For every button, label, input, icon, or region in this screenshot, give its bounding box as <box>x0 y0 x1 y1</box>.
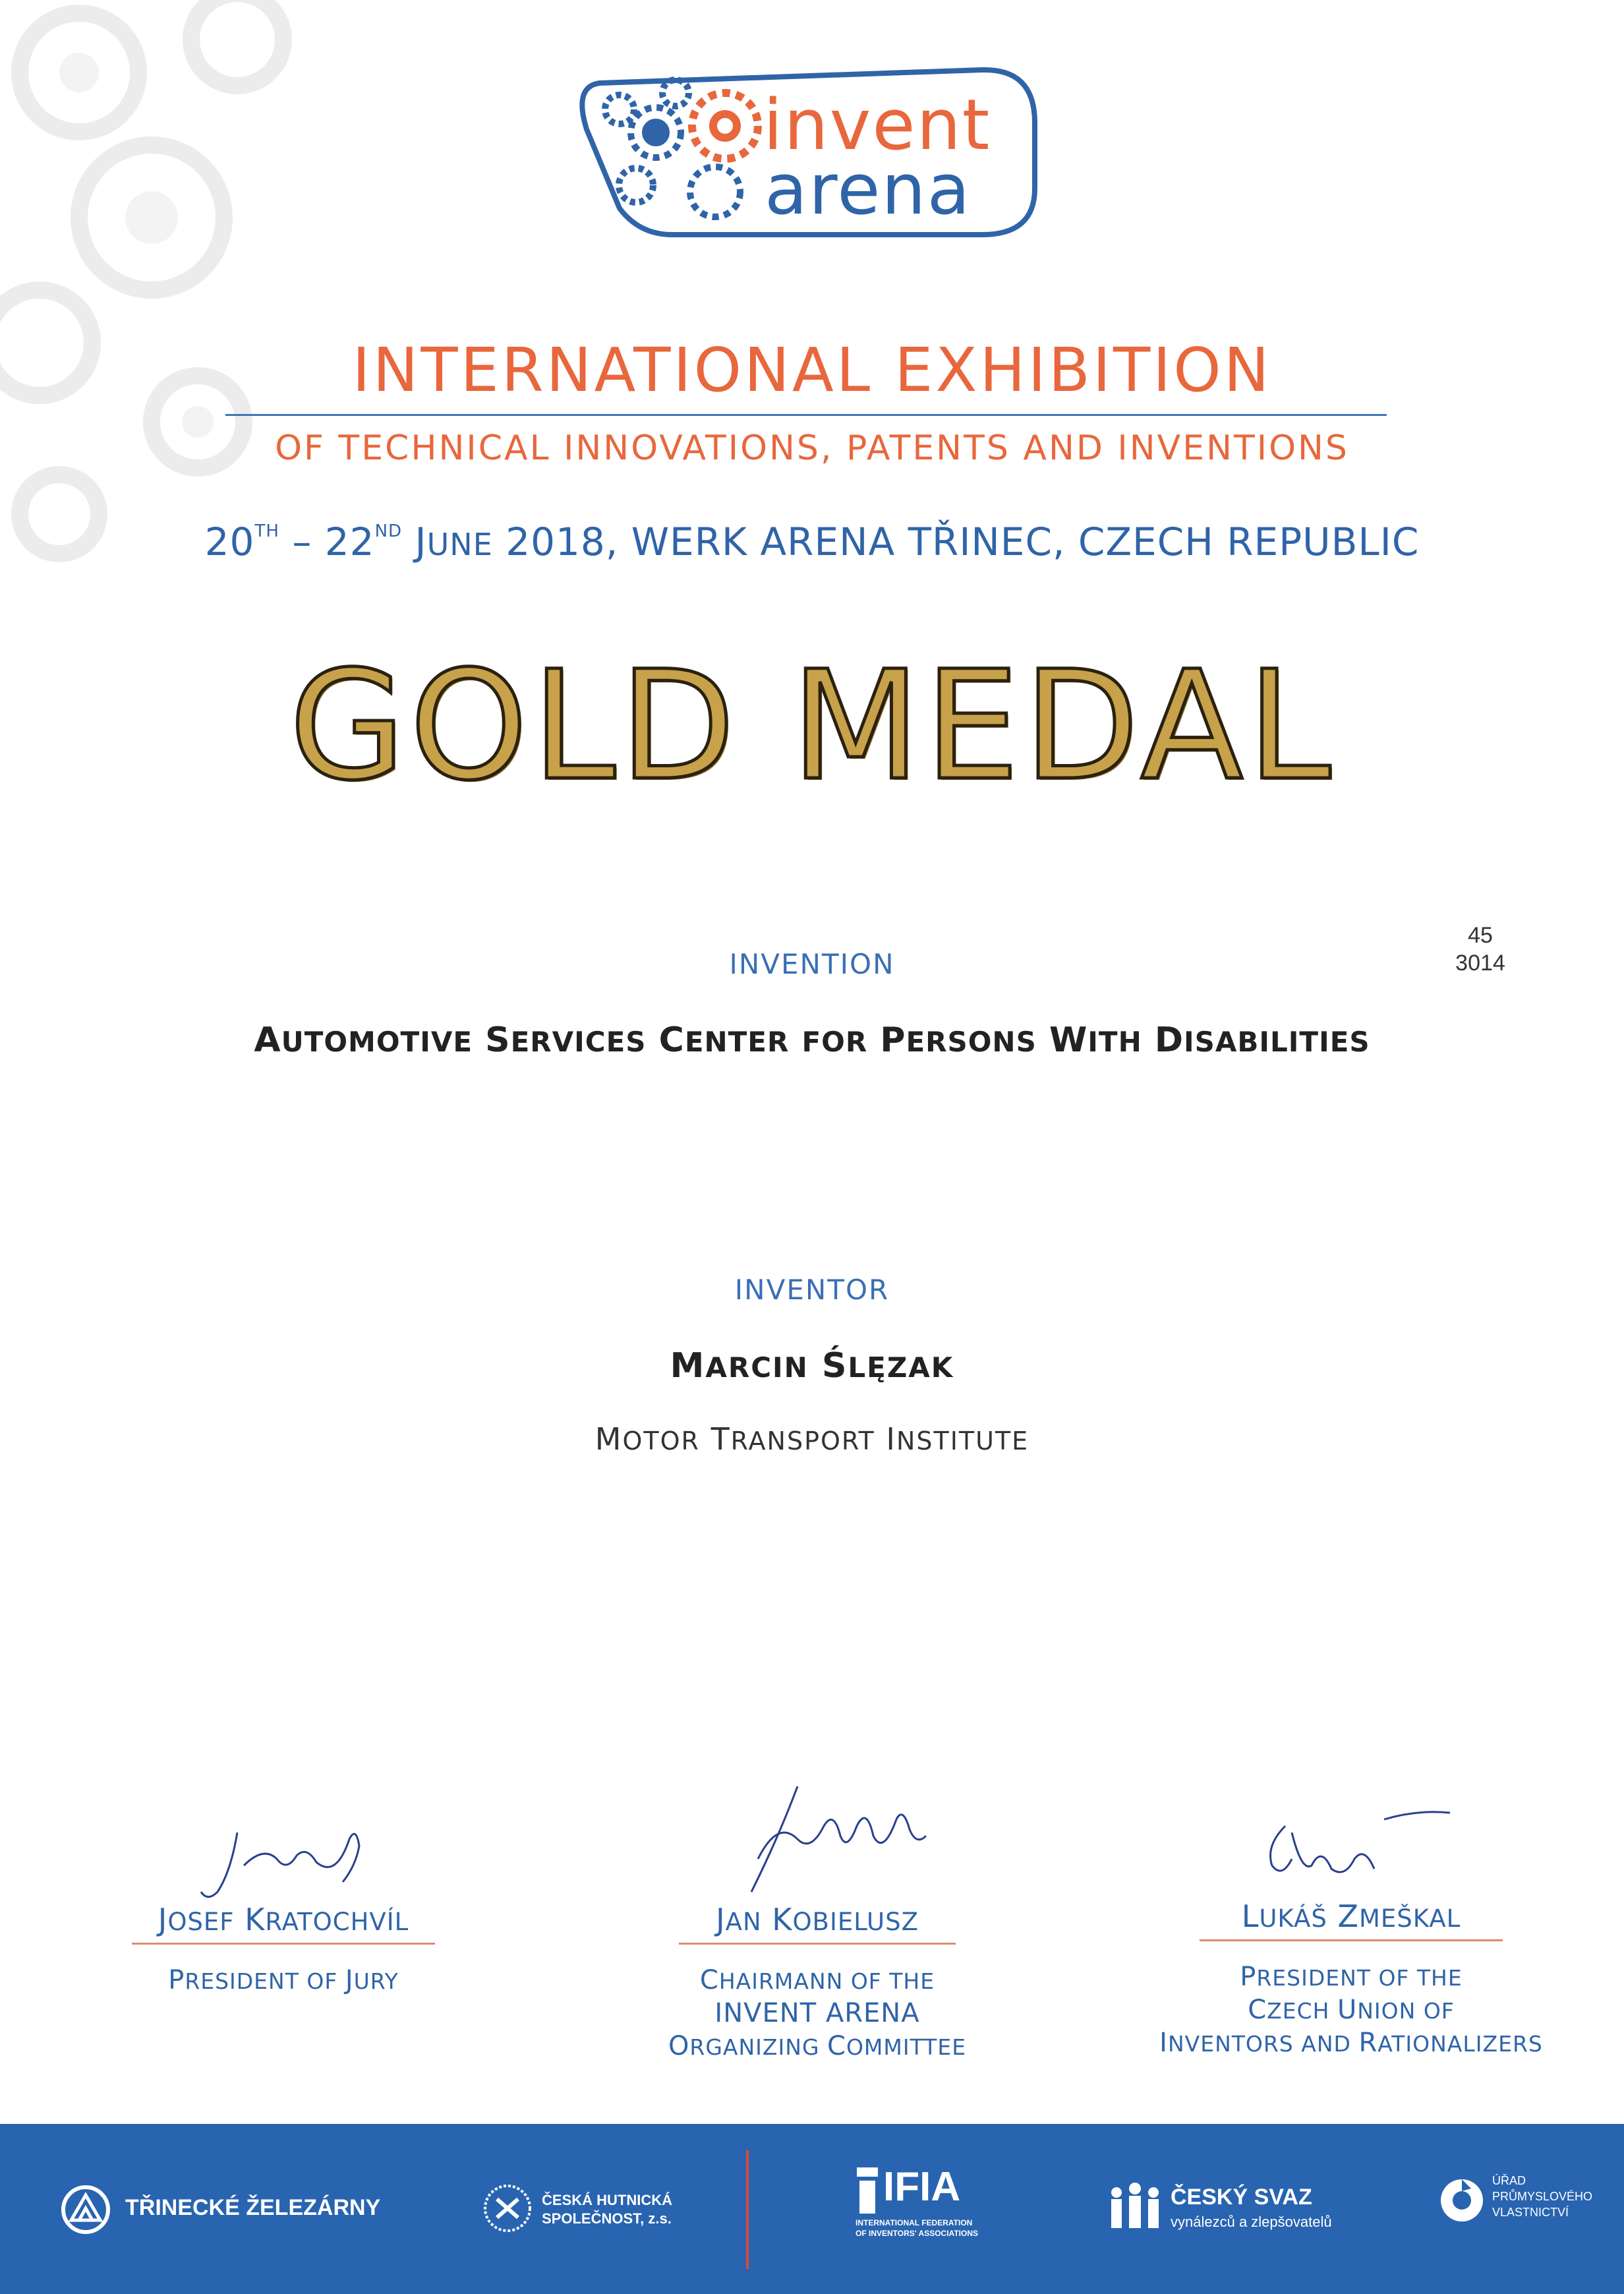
signature-line <box>132 1943 435 1945</box>
sponsors-footer <box>0 2124 1624 2294</box>
signatory-name: LUKÁŠ ZMEŠKAL <box>1241 1898 1461 1934</box>
logo-word-invent: invent <box>763 84 991 165</box>
invent-arena-logo <box>573 57 1048 248</box>
signatory-role: CHAIRMANN OF THE INVENT ARENA ORGANIZING COMMITTEE <box>668 1965 967 2061</box>
sponsor-trinecke-zelezarny: TŘINECKÉ ŽELEZÁRNY <box>59 2177 389 2243</box>
signatory-role: PRESIDENT OF JURY <box>168 1965 399 1995</box>
exhibition-subtitle: OF TECHNICAL INNOVATIONS, PATENTS AND INVENTIONS <box>275 428 1349 468</box>
inventor-name: MARCIN ŚLĘZAK <box>670 1346 954 1386</box>
sponsor-cesky-svaz: ČESKÝ SVAZ vynálezců a zlepšovatelů <box>1107 2177 1358 2243</box>
sponsor-urad-prumysloveho-vlastnictvi: ÚŘAD PRŮMYSLOVÉHO VLASTNICTVÍ <box>1437 2169 1608 2248</box>
ifia-logo-icon <box>854 2167 881 2214</box>
signatory-role: PRESIDENT OF THE CZECH UNION OF INVENTORS AND RATIONALIZERS <box>1159 1962 1543 2058</box>
invention-label: INVENTION <box>729 948 895 980</box>
inventor-label: INVENTOR <box>734 1274 890 1306</box>
inventor-institute: MOTOR TRANSPORT INSTITUTE <box>594 1421 1030 1457</box>
award-title: GOLD MEDAL <box>289 638 1335 813</box>
signatory-name: JAN KOBIELUSZ <box>716 1902 919 1937</box>
signature-line <box>1200 1939 1503 1941</box>
exhibition-title: INTERNATIONAL EXHIBITION <box>352 335 1272 405</box>
people-group-icon <box>1107 2179 1163 2235</box>
logo-word-arena: arena <box>765 149 972 230</box>
urad-logo-icon <box>1437 2175 1487 2225</box>
signatory-name: JOSEF KRATOCHVÍL <box>158 1902 409 1937</box>
handwritten-signature <box>191 1819 389 1905</box>
invention-title: AUTOMOTIVE SERVICES CENTER FOR PERSONS WITH DISABILITIES <box>254 1020 1370 1060</box>
handwritten-signature <box>699 1780 936 1905</box>
exhibition-dates: 20TH – 22ND JUNE 2018, WERK ARENA TŘINEC, CZECH REPUBLIC <box>204 519 1420 564</box>
sponsor-ceska-hutnicka: ČESKÁ HUTNICKÁ SPOLEČNOST, z.s. <box>481 2177 718 2243</box>
title-divider <box>225 414 1387 416</box>
sponsor-ifia: IFIA INTERNATIONAL FEDERATION OF INVENTORS' ASSOCIATIONS <box>856 2164 978 2238</box>
footer-divider <box>746 2150 749 2269</box>
background-gears-pattern <box>0 0 409 593</box>
signature-line <box>679 1943 956 1945</box>
reference-number: 45 3014 <box>1455 923 1505 976</box>
trinecke-logo-icon <box>59 2183 112 2236</box>
handwritten-signature <box>1246 1806 1457 1898</box>
hutnicka-seal-icon <box>481 2182 534 2235</box>
